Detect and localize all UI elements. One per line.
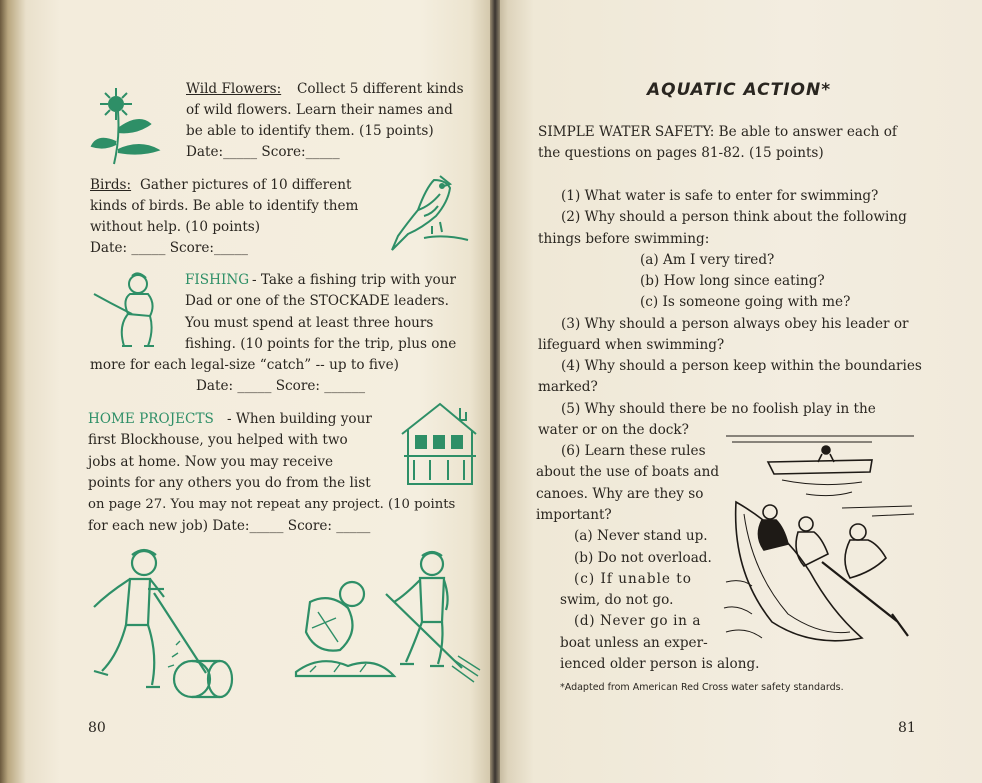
raking-boy-illustration — [384, 548, 482, 684]
boat-rule-d-cont-1: boat unless an exper- — [560, 635, 708, 651]
boat-rule-c-cont: swim, do not go. — [560, 592, 674, 608]
wild-flowers-line-1: Collect 5 different kinds — [297, 81, 464, 97]
boat-rules-line-4: important? — [536, 507, 612, 523]
question-2a: (a) Am I very tired? — [640, 252, 775, 268]
question-2-cont: things before swimming: — [538, 231, 710, 247]
intro-line-2: the questions on pages 81-82. (15 points) — [538, 145, 824, 161]
home-projects-heading: HOME PROJECTS — [88, 411, 214, 427]
fishing-line-4: fishing. (10 points for the trip, plus one — [185, 336, 457, 352]
boat-rule-d: (d) Never go in a — [574, 613, 702, 629]
fishing-date-score: Date: _____ Score: ______ — [196, 378, 366, 394]
page-number-left: 80 — [88, 720, 106, 736]
question-4-cont: marked? — [538, 379, 598, 395]
wild-flowers-line-2: of wild flowers. Learn their names and — [186, 102, 453, 118]
home-projects-line-4: points for any others you do from the list — [88, 475, 371, 491]
boat-rule-a: (a) Never stand up. — [574, 528, 708, 544]
birds-line-2: kinds of birds. Be able to identify them — [90, 198, 359, 214]
wild-flowers-heading: Wild Flowers: — [186, 81, 282, 97]
birds-date-score: Date: _____ Score:_____ — [90, 240, 248, 256]
boat-rules-line-3: canoes. Why are they so — [536, 486, 704, 502]
intro-line-1: SIMPLE WATER SAFETY: Be able to answer each of — [538, 124, 897, 140]
fishing-line-2: Dad or one of the STOCKADE leaders. — [185, 293, 449, 309]
home-projects-line-3: jobs at home. Now you may receive — [88, 454, 334, 470]
question-4: (4) Why should a person keep within the boundaries — [561, 358, 922, 374]
footnote: *Adapted from American Red Cross water safety standards. — [560, 682, 844, 693]
boat-rule-b: (b) Do not overload. — [574, 550, 712, 566]
fishing-line-1: - Take a fishing trip with your — [252, 272, 456, 288]
fishing-line-5: more for each legal-size “catch” -- up to five) — [90, 357, 399, 373]
wild-flowers-date-score: Date:_____ Score:_____ — [186, 144, 340, 160]
fishing-boy-illustration — [92, 270, 164, 350]
question-3: (3) Why should a person always obey his leader or — [561, 316, 909, 332]
boat-rule-d-cont-2: ienced older person is along. — [560, 656, 760, 672]
question-2b: (b) How long since eating? — [640, 273, 825, 289]
home-projects-line-2: first Blockhouse, you helped with two — [88, 432, 348, 448]
boat-rule-c: (c) If unable to — [574, 571, 692, 587]
question-2: (2) Why should a person think about the following — [561, 209, 907, 225]
page-title: AQUATIC ACTION* — [647, 80, 832, 100]
house-illustration — [400, 400, 478, 486]
fishing-line-3: You must spend at least three hours — [185, 315, 434, 331]
birds-heading: Birds: — [90, 177, 132, 193]
fishing-heading: FISHING — [185, 272, 250, 288]
home-projects-line-5: on page 27. You may not repeat any project. (10 points — [88, 497, 456, 512]
canoe-illustration — [722, 432, 918, 648]
question-3-cont: lifeguard when swimming? — [538, 337, 725, 353]
question-5: (5) Why should there be no foolish play in the — [561, 401, 876, 417]
lawnmower-boy-illustration — [88, 545, 238, 703]
birds-line-1: Gather pictures of 10 different — [140, 177, 352, 193]
boat-rules-line-1: (6) Learn these rules — [561, 443, 706, 459]
book-gutter — [490, 0, 500, 783]
home-projects-line-1: - When building your — [227, 411, 372, 427]
bluejay-illustration — [388, 172, 476, 254]
question-5-cont: water or on the dock? — [538, 422, 689, 438]
question-1: (1) What water is safe to enter for swimming? — [561, 188, 879, 204]
birds-line-3: without help. (10 points) — [90, 219, 261, 235]
page-number-right: 81 — [898, 720, 916, 736]
home-projects-line-6: for each new job) Date:_____ Score: _____ — [88, 518, 371, 534]
wild-flowers-line-3: be able to identify them. (15 points) — [186, 123, 434, 139]
boat-rules-line-2: about the use of boats and — [536, 464, 720, 480]
question-2c: (c) Is someone going with me? — [640, 294, 851, 310]
wildflower-illustration — [88, 84, 168, 166]
